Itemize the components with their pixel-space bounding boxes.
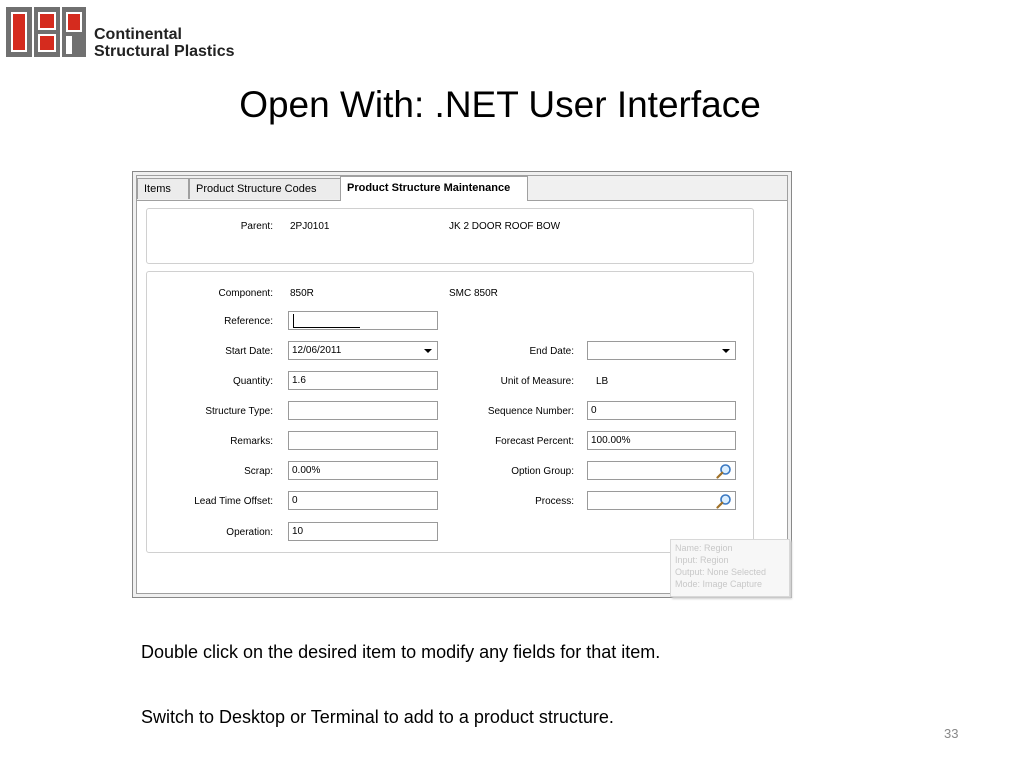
reference-input[interactable] [288,311,438,330]
structure-type-label: Structure Type: [205,406,273,417]
quantity-input[interactable]: 1.6 [288,371,438,390]
forecast-percent-label: Forecast Percent: [495,436,574,447]
start-date-label: Start Date: [225,346,273,357]
page-number: 33 [944,726,959,741]
tab-items[interactable]: Items [137,178,189,199]
structure-type-input[interactable] [288,401,438,420]
tooltip-line-1: Name: Region [675,543,733,553]
tab-strip [137,176,787,201]
sequence-number-input[interactable]: 0 [587,401,736,420]
capture-tooltip [670,539,790,597]
text-cursor-icon [293,314,360,328]
magnifier-icon[interactable] [716,493,732,509]
option-group-label: Option Group: [511,466,574,477]
csp-logo-icon [4,4,88,62]
unit-of-measure-value: LB [596,376,609,387]
start-date-value: 12/06/2011 [292,345,342,356]
component-description: SMC 850R [449,288,498,299]
company-logo [4,4,264,62]
app-content [136,175,788,594]
instruction-line-1: Double click on the desired item to modify any fields for that item. [141,642,661,662]
quantity-label: Quantity: [232,376,273,387]
lead-time-offset-input[interactable]: 0 [288,491,438,510]
chevron-down-icon[interactable] [424,349,432,353]
forecast-percent-input[interactable]: 100.00% [587,431,736,450]
app-window [132,171,792,598]
slide-title: Open With: .NET User Interface [239,84,761,125]
parent-code: 2PJ0101 [290,221,330,232]
component-code: 850R [290,288,314,299]
reference-label: Reference: [224,316,273,327]
start-date-dropdown[interactable] [288,341,438,360]
scrap-input[interactable]: 0.00% [288,461,438,480]
option-group-lookup[interactable] [587,461,736,480]
component-group [146,271,754,553]
operation-input[interactable]: 10 [288,522,438,541]
component-label: Component: [218,288,273,299]
tab-product-structure-maintenance[interactable]: Product Structure Maintenance [340,176,528,201]
tab-product-structure-codes[interactable]: Product Structure Codes [189,178,341,199]
instruction-line-2: Switch to Desktop or Terminal to add to a product structure. [141,707,614,727]
tooltip-line-4: Mode: Image Capture [675,579,763,589]
tooltip-line-3: Output: None Selected [675,567,767,577]
end-date-label: End Date: [529,346,574,357]
magnifier-icon[interactable] [716,463,732,479]
parent-label: Parent: [240,221,273,232]
end-date-dropdown[interactable] [587,341,736,360]
scrap-label: Scrap: [244,466,273,477]
parent-description: JK 2 DOOR ROOF BOW [449,221,561,232]
remarks-label: Remarks: [230,436,273,447]
logo-line-1: Continental [94,26,182,43]
sequence-number-label: Sequence Number: [487,406,574,417]
lead-time-offset-label: Lead Time Offset: [194,496,273,507]
logo-wordmark [94,26,235,60]
process-lookup[interactable] [587,491,736,510]
logo-line-2: Structural Plastics [94,43,235,60]
process-label: Process: [535,496,574,507]
tooltip-line-2: Input: Region [675,555,729,565]
operation-label: Operation: [226,527,273,538]
chevron-down-icon[interactable] [722,349,730,353]
unit-of-measure-label: Unit of Measure: [500,376,574,387]
parent-group [146,208,754,264]
remarks-input[interactable] [288,431,438,450]
